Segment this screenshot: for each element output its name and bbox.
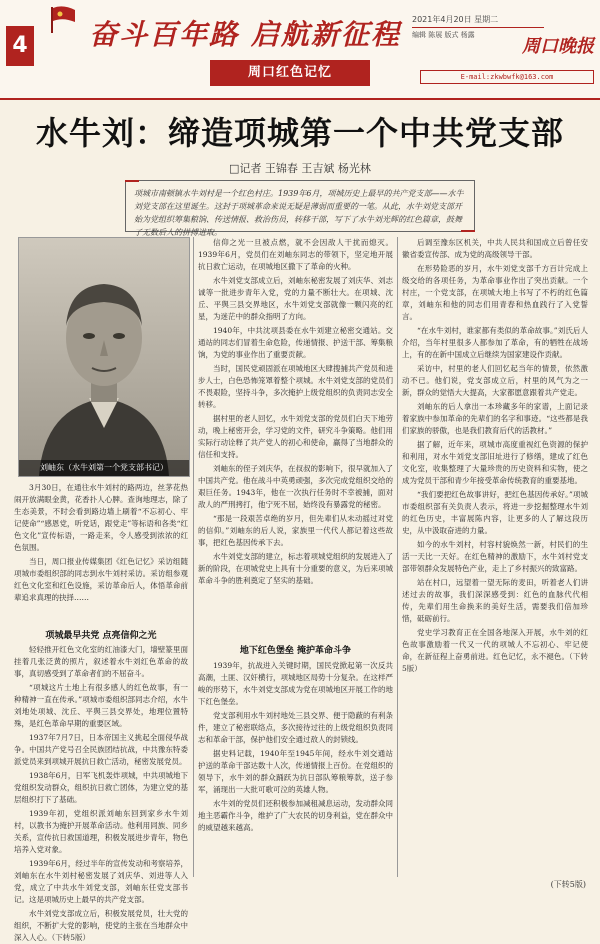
column-1-top (14, 482, 188, 624)
paragraph: 站在村口，远望着一望无际的麦田，听着老人们讲述过去的故事，我们深深感受到：红色的血脉代代相传，先辈们用生命换来的美好生活，需要我们倍加珍惜，砥砺前行。 (402, 578, 588, 623)
paragraph: 采访中，村里的老人们回忆起当年的情景，依然激动不已。他们说，党支部成立后，村里的风气为之一新，群众的觉悟大大提高，大家都愿意跟着共产党走。 (402, 364, 588, 397)
paragraph: 据史料记载，1940年至1945年间，经水牛刘交通站护送的革命干部达数十人次，传递情报上百份。在党组织的领导下，水牛刘的群众踊跃为抗日部队筹粮筹款，送子参军，涌现出一大批可歌可泣的英雄人物。 (198, 749, 393, 794)
page-number: 4 (6, 26, 34, 66)
photo-caption: 刘岫东（水牛刘第一个党支部书记） (19, 460, 189, 476)
paragraph: 水牛刘党支部成立后，积极发展党员，壮大党的组织，不断扩大党的影响，使党的主张在当地群众中深入人心。（下转5版） (14, 909, 188, 942)
issue-date: 2021年4月20日 星期二 (412, 15, 499, 24)
paragraph: 刘岫东的侄子刘庆华，在叔叔的影响下，很早就加入了中国共产党。他在战斗中英勇顽强，多次完成党组织交给的艰巨任务。1943年，他在一次执行任务时不幸被捕，面对敌人的严刑拷打，他宁死不屈，始终没有暴露党的秘密。 (198, 464, 393, 509)
paragraph: 轻轻推开红色文化室的红油漆大门，墙壁篆里面挂着几张泛黄的照片，叙述着水牛刘红色革命的故事，真切感受到了革命者们的不屈奋斗。 (14, 645, 188, 678)
paragraph: “在水牛刘村，谁家都有类似的革命故事。”刘氏后人介绍，当年村里很多人都参加了革命，有的牺牲在战场上，有的在新中国成立后继续为国家建设作贡献。 (402, 326, 588, 359)
paragraph: “我们要把红色故事讲好，把红色基因传承好。”项城市委组织部有关负责人表示，将进一步挖掘整理水牛刘的红色历史，丰富展陈内容，让更多的人了解这段历史，从中汲取奋进的力量。 (402, 490, 588, 535)
column-divider (397, 237, 398, 877)
paragraph: 刘岫东的后人拿出一本珍藏多年的家谱，上面记录着家族中参加革命的先辈们的名字和事迹。“这些都是我们家族的骄傲，也是我们教育后代的活教材。” (402, 402, 588, 435)
column-2-bottom (198, 660, 393, 890)
paragraph: 水牛刘的党员们还积极参加减租减息运动，发动群众同地主恶霸作斗争，维护了广大农民的切身利益，党在群众中的威望越来越高。 (198, 799, 393, 832)
paragraph: 当时，国民党顽固派在项城地区大肆搜捕共产党员和进步人士，白色恐怖笼罩着整个项城。水牛刘党支部的党员们不畏艰险，坚持斗争，多次掩护上级党组织的负责同志安全转移。 (198, 364, 393, 409)
article-summary: 项城市南顿镇水牛刘村是一个红色村庄。1939年6月，项城历史上最早的共产党支部——水牛刘党支部在这里诞生。这封于项城革命来说无疑是薄弱而重要的一笔。从此，水牛刘党支部开始为党组织筹集粮饷、传送情报、救治伤员，转移干部，写下了水牛刘光辉的红色篇章，鼓舞了无数后人的拼搏进取。 (125, 180, 475, 232)
section-title: 周口红色记忆 (210, 60, 370, 86)
continued-note: (下转5版) (550, 880, 586, 889)
paragraph: “项城这片土地上有很多感人的红色故事，有一种精神一直在传承。”项城市委组织部同志介绍，水牛刘地处项城、沈丘、平舆三县交界处，地理位置特殊，是红色革命早期的重要区域。 (14, 683, 188, 728)
banner-title: 奋斗百年路 启航新征程 (89, 18, 401, 51)
column-2-top (198, 237, 393, 636)
paragraph: 后调至豫东区机关，中共人民共和国成立后曾任安徽省委宣传部、成为党的高级领导干部。 (402, 238, 588, 259)
page-header (0, 0, 600, 100)
portrait-photo (18, 237, 190, 477)
paragraph: 信仰之光一旦被点燃，就不会因敌人干扰而熄灭。1939年6月，党员们在刘岫东同志的带领下，坚定地开展抗日救亡运动，在项城地区撒下了革命的火种。 (198, 238, 393, 271)
paragraph: 1940年，中共沈项县委在水牛刘建立秘密交通站。交通站的同志们冒着生命危险，传递情报、护送干部、筹集粮饷，为党的事业作出了重要贡献。 (198, 326, 393, 359)
paragraph: 1939年，抗战进入关键时期，国民党掀起第一次反共高潮，土匪、汉奸横行，项城地区局势十分复杂。在这样严峻的形势下，水牛刘党支部成为党在项城地区开展工作的地下红色堡垒。 (198, 661, 393, 706)
subheading-2: 地下红色堡垒 掩护革命斗争 (239, 646, 352, 656)
paper-logo: 周口晚报 (522, 36, 594, 57)
column-3 (402, 237, 588, 877)
paragraph: 1939年初，党组织派刘岫东回到家乡水牛刘村，以教书为掩护开展革命活动。他利用同族、同乡关系，宣传抗日救国道理，积极发展进步青年，物色培养入党对象。 (14, 809, 188, 854)
paragraph: 水牛刘党支部成立后，刘岫东秘密发展了刘庆华、刘志诚等一批进步青年入党，党的力量不断壮大。在项城、沈丘、平舆三县交界地区，水牛刘党支部就像一颗闪亮的红星，为迷茫中的群众指明了方向。 (198, 276, 393, 321)
paragraph: 1939年6月，经过半年的宣传发动和考察培养，刘岫东在水牛刘村秘密发展了刘庆华、刘进等人入党，成立了中共水牛刘党支部，刘岫东任党支部书记。这是项城历史上最早的共产党支部。 (14, 859, 188, 904)
paragraph: 1938年6月，日军飞机轰炸项城，中共项城地下党组织发动群众，组织抗日救亡团体，为建立党的基层组织打下了基础。 (14, 771, 188, 804)
email-address: E-mail:zkwbwfk@163.com (420, 70, 594, 84)
paragraph: 如今的水牛刘村，村容村貌焕然一新，村民们的生活一天比一天好。在红色精神的激励下，水牛刘村党支部带领群众发展特色产业，走上了乡村振兴的致富路。 (402, 540, 588, 573)
column-1-bottom (14, 644, 188, 942)
paragraph: 据村里的老人回忆，水牛刘党支部的党员们白天下地劳动，晚上秘密开会，学习党的文件，研究斗争策略。他们用实际行动诠释了共产党人的初心和使命，赢得了当地群众的信任和支持。 (198, 414, 393, 459)
article-headline: 水牛刘：缔造项城第一个中共党支部 (35, 114, 564, 152)
paragraph: 3月30日，在通往水牛刘村的路两边，丝茅花热闹开放满眼金黄，花香扑人心脾。查询地理志，除了生态美景，不时会看到路边墙上刷着“不忘初心、牢记使命”“感恩党，听党话，跟党走”等标语和各类“红色文化”宣传标语，一路走来，令人感受到浓浓的红色氛围。 (14, 483, 188, 552)
editor-line: 编辑 陈展 版式 杨露 (412, 27, 544, 40)
column-divider (193, 237, 194, 877)
paragraph: 当日，周口报业传媒集团《红色记忆》采访组随项城市委组织部的同志到水牛刘村采访。采访组参观红色文化室和红色设施，采访革命后人，体悟革命前辈追求真理的抉择…… (14, 557, 188, 602)
paragraph: 在形势险恶的岁月，水牛刘党支部千方百计完成上级交给的各项任务，为革命事业作出了突出贡献。一个村庄，一个党支部，在项城大地上书写了不朽的红色篇章，刘岫东和他的同志们用青春和热血践行了入党誓言。 (402, 264, 588, 321)
paragraph: 水牛刘党支部的建立，标志着项城党组织的发展进入了新的阶段，在项城党史上具有十分重要的意义，为后来项城革命斗争的胜利奠定了坚实的基础。 (198, 552, 393, 585)
article-byline: □记者 王锦春 王吉斌 杨光林 (229, 162, 371, 175)
portrait-image (19, 238, 189, 476)
paragraph: 党支部利用水牛刘村地处三县交界、便于隐蔽的有利条件，建立了秘密联络点，多次接待过往的上级党组织负责同志和革命干部，保护他们安全通过敌人的封锁线。 (198, 711, 393, 744)
paragraph: 党史学习教育正在全国各地深入开展，水牛刘的红色故事激励着一代又一代的项城人不忘初心、牢记使命，在新征程上奋勇前进。红色记忆，永不褪色。（下转5版） (402, 628, 588, 673)
subheading-1: 项城最早共党 点亮信仰之光 (45, 631, 157, 641)
paragraph: 1937年7月7日，日本帝国主义挑起全面侵华战争。中国共产党号召全民族团结抗战，中共豫东特委派党员来到项城开展抗日救亡活动，秘密发展党员。 (14, 733, 188, 766)
paragraph: “那是一段艰苦卓绝的岁月，但先辈们从未动摇过对党的信仰。”刘岫东的后人说，家族里一代代人都记着这些故事，把红色基因传承下去。 (198, 514, 393, 547)
paragraph: 据了解，近年来，项城市高度重视红色资源的保护和利用，对水牛刘党支部旧址进行了修缮，建成了红色文化室，收集整理了大量珍贵的历史资料和实物，使之成为党员干部和青少年接受革命传统教育的重要基地。 (402, 440, 588, 485)
